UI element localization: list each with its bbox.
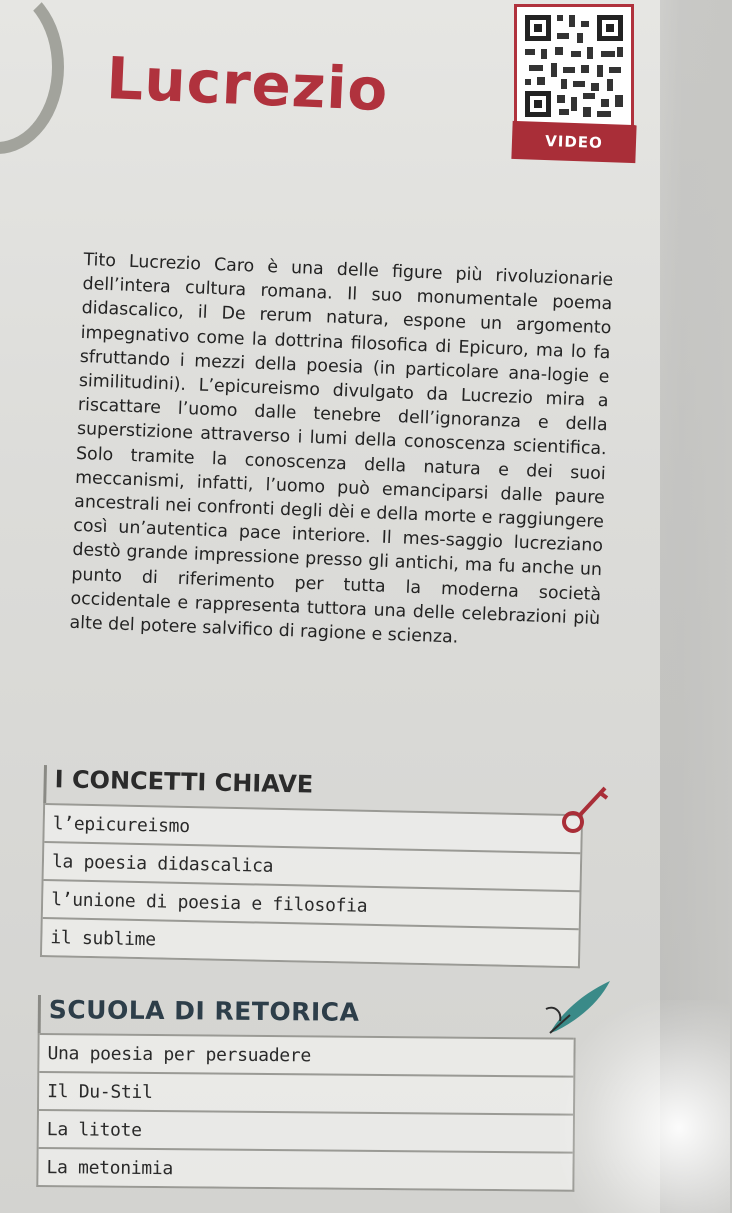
intro-paragraph: Tito Lucrezio Caro è una delle figure più rivoluzionarie dell’intera cultura romana. Il suo monumentale poema didascalico, il De rerum natura, espone un argomento impegnativo come la dottrina filosofica di Epicuro, ma lo fa sfruttando i mezzi della poesia (in particolare ana-logie e similitudini). L’epicureismo divulgato da Lucrezio mira a riscattare l’uomo dalle tenebre dell’ignoranza e della superstizione attraverso i lumi della conoscenza scientifica. Solo tramite la conoscenza della natura e dei suoi meccanismi, infatti, l’uomo può emanciparsi dalle paure ancestrali nei confronti degli dèi e della morte e raggiungere così un’autentica pace interiore. Il mes-saggio lucreziano destò grande impressione presso gli antichi, ma fu anche un punto di riferimento per tutta la moderna società occidentale e rappresenta tuttora una delle celebrazioni più alte del potere salvifico di ragione e scienza. [69, 249, 614, 648]
concetti-chiave-list [40, 803, 583, 968]
decorative-arc [0, 0, 64, 154]
concetti-chiave-box [40, 765, 584, 968]
list-item: La litote [39, 1109, 573, 1152]
list-item: l’unione di poesia e filosofia [43, 879, 580, 928]
concetti-chiave-title: I CONCETTI CHIAVE [43, 765, 584, 814]
list-item: la poesia didascalica [44, 841, 581, 890]
list-item: l’epicureismo [44, 803, 581, 852]
video-button[interactable]: VIDEO [511, 121, 636, 163]
scuola-di-retorica-title: SCUOLA DI RETORICA [38, 995, 576, 1038]
page-edge-shadow [660, 0, 732, 1213]
key-icon [555, 780, 615, 844]
list-item: La metonimia [38, 1147, 572, 1190]
quill-pen-icon [540, 975, 620, 1049]
list-item: il sublime [42, 917, 579, 966]
list-item: Una poesia per persuadere [39, 1033, 573, 1076]
qr-code-icon[interactable] [514, 4, 634, 128]
list-item: Il Du-Stil [39, 1071, 573, 1114]
scuola-di-retorica-box [36, 995, 576, 1192]
page-title: Lucrezio [105, 44, 390, 125]
scuola-di-retorica-list [36, 1033, 575, 1192]
